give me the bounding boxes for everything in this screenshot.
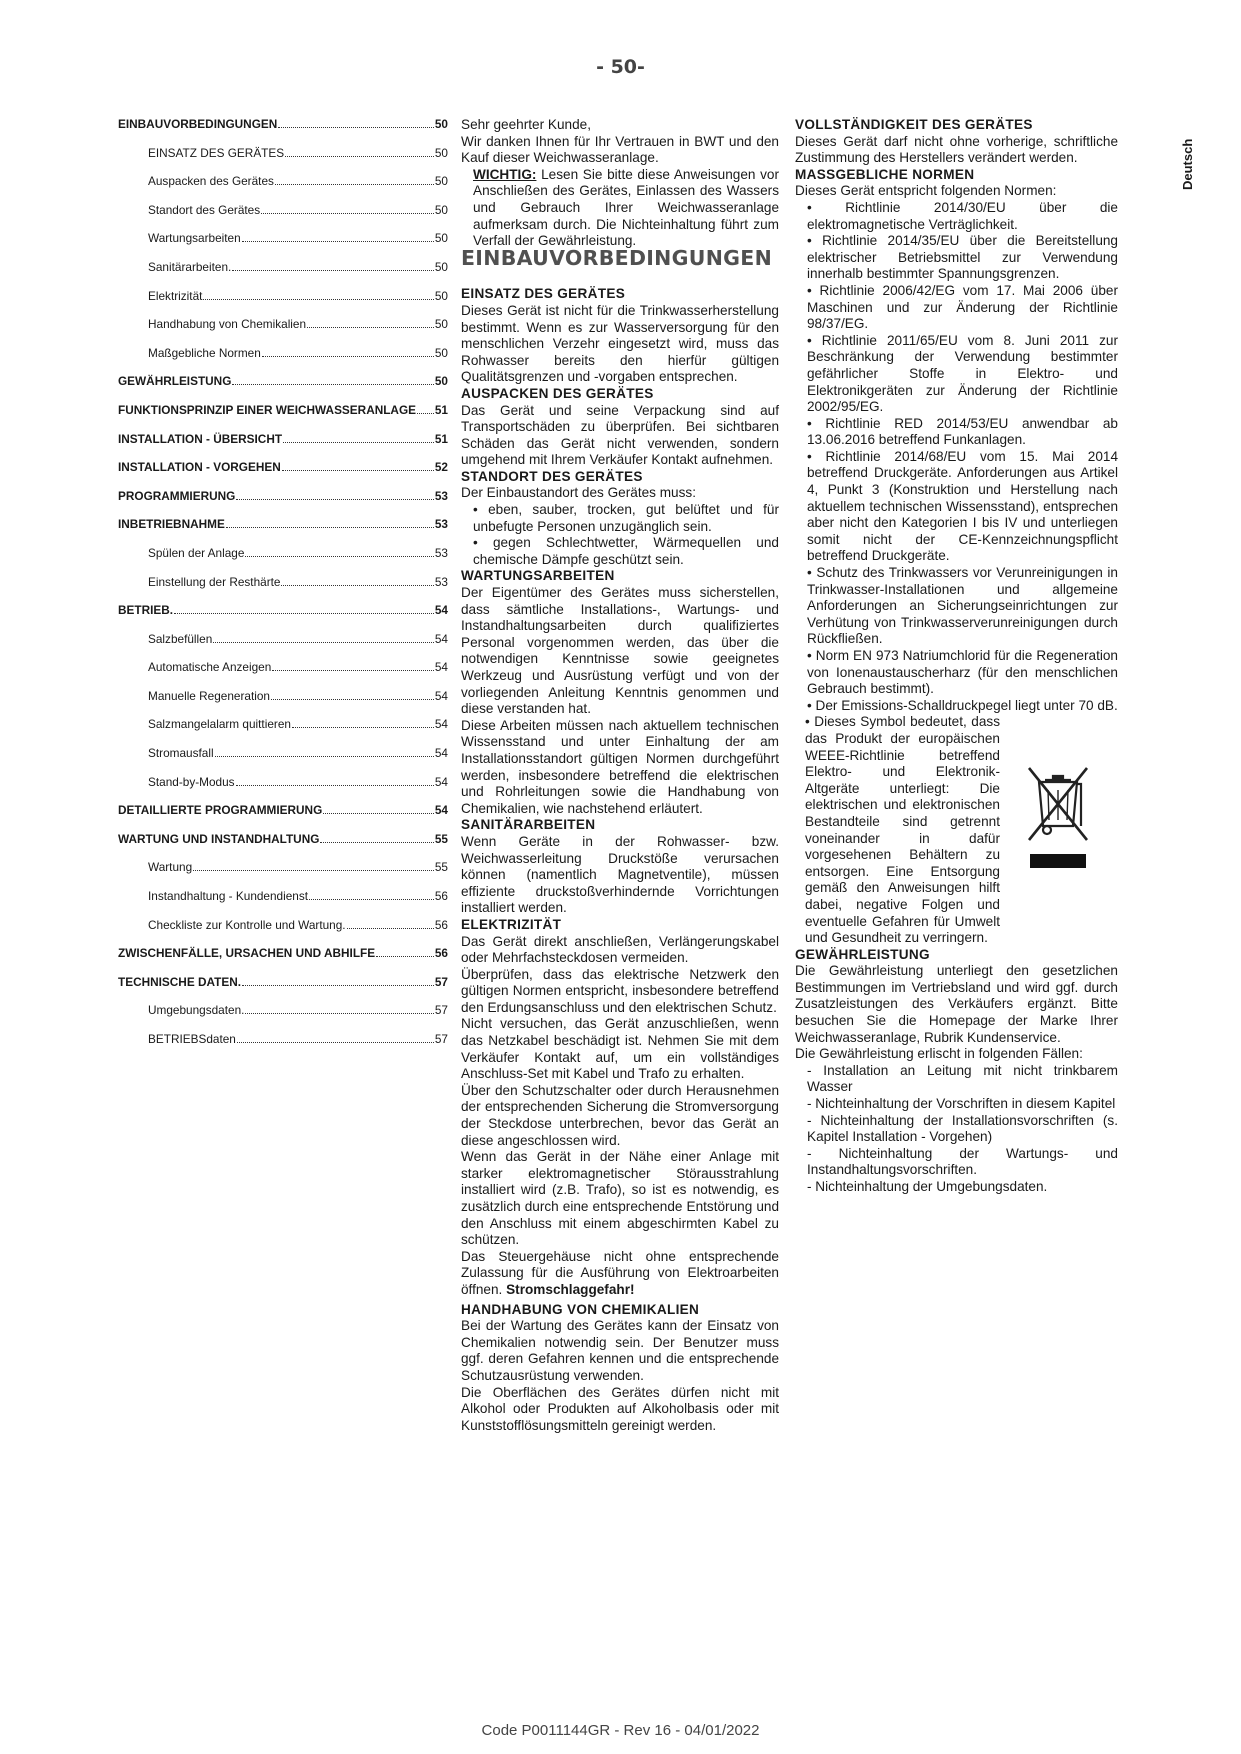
einsatz-text: Dieses Gerät ist nicht für die Trinkwasserherstellung bestimmt. Wenn es zur Wasserversorgung für den menschlichen Verzehr eingesetzt wird, muss das Rohwasser bereits den hierfür gültigen Qualitätsgrenzen und -vorgaben entsprechen.: [461, 302, 779, 385]
norm-item: • Richtlinie 2014/30/EU über die elektromagnetische Verträglichkeit.: [807, 199, 1118, 232]
toc-entry-title: EINSATZ DES GERÄTES: [148, 145, 285, 160]
toc-entry-title: INBETRIEBNAHME: [118, 517, 225, 532]
toc-dot-leader: [271, 699, 434, 700]
vollstaendigkeit-text: Dieses Gerät darf nicht ohne vorherige, schriftliche Zustimmung des Herstellers verändert werden.: [795, 133, 1118, 166]
toc-entry-page: 54: [434, 803, 448, 818]
toc-entry-title: Stand-by-Modus: [148, 774, 235, 789]
toc-entry[interactable]: [118, 317, 448, 346]
toc-entry-page: 53: [434, 574, 448, 589]
toc-entry[interactable]: [118, 289, 448, 318]
standort-heading: STANDORT DES GERÄTES: [461, 468, 643, 484]
wartung-text: Der Eigentümer des Gerätes muss sicherstellen, dass sämtliche Installations-, Wartungs- und Instandhaltungsarbeiten durch qualifiziertes Personal vorgenommen werden, das über die notwendigen Kenntnisse sowie geeignetes Werkzeug und Ausrüstung verfügt und von der vorliegenden Anleitung Kenntnis genommen und diese verstanden hat.: [461, 585, 779, 717]
language-tab: [1178, 120, 1200, 200]
toc-entry[interactable]: [118, 1032, 448, 1061]
toc-entry[interactable]: [118, 346, 448, 375]
norm-item: • Richtlinie 2006/42/EG vom 17. Mai 2006 über Maschinen und zur Änderung der Richtlinie 98/37/EG.: [807, 282, 1118, 332]
toc-entry-page: 50: [434, 202, 448, 217]
toc-entry-page: 57: [434, 1003, 448, 1018]
language-label: Deutsch: [1180, 138, 1195, 190]
toc-entry-title: Salzbefüllen: [148, 631, 213, 646]
toc-entry[interactable]: [118, 432, 448, 461]
column-middle: [461, 117, 779, 1434]
toc-entry-title: Salzmangelalarm quittieren: [148, 717, 291, 732]
toc-entry-page: 50: [434, 345, 448, 360]
toc-entry-page: 54: [434, 603, 448, 618]
toc-entry[interactable]: [118, 146, 448, 175]
toc-dot-leader: [193, 870, 434, 871]
important-label: WICHTIG:: [473, 166, 537, 182]
toc-entry-page: 50: [434, 231, 448, 246]
toc-entry[interactable]: [118, 918, 448, 947]
toc-entry-page: 54: [434, 631, 448, 646]
toc-entry-page: 56: [434, 917, 448, 932]
toc-dot-leader: [309, 899, 434, 900]
toc-dot-leader: [236, 785, 434, 786]
standort-bullet: • eben, sauber, trocken, gut belüftet und für unbefugte Personen unzugänglich sein.: [473, 502, 779, 534]
toc-entry-page: 54: [434, 688, 448, 703]
gewaehrleistung-text: Die Gewährleistung unterliegt den gesetzlichen Bestimmungen im Vertriebsland und wird ggf. durch Zusatzleistungen des Verkäufers ergänzt. Bitte besuchen Sie die Homepage der Marke Ihrer Weichwasseranlage, Rubrik Kundenservice.: [795, 963, 1118, 1045]
toc-entry-title: INSTALLATION - ÜBERSICHT: [118, 431, 283, 446]
toc-entry[interactable]: [118, 403, 448, 432]
toc-dot-leader: [242, 241, 434, 242]
toc-entry-page: 56: [434, 946, 448, 961]
wartung-text: Diese Arbeiten müssen nach aktuellem technischen Wissensstand und unter Einhaltung der am Installationsstandort gültigen Normen durchgeführt werden, insbesondere betreffend die elektrischen und Rohrleitungen sowie die Handhabung von Chemikalien, wie nachstehend erläutert.: [461, 717, 779, 816]
toc-entry-title: BETRIEB.: [118, 603, 174, 618]
toc-dot-leader: [292, 727, 434, 728]
auspacken-text: Das Gerät und seine Verpackung sind auf Transportschäden zu überprüfen. Bei sichtbaren Schäden das Gerät nicht verwenden, sondern umgehend mit Ihrem Verkäufer Kontakt aufnehmen.: [461, 402, 779, 468]
toc-entry-title: WARTUNG UND INSTANDHALTUNG: [118, 831, 320, 846]
toc-dot-leader: [213, 642, 434, 643]
important-text: Lesen Sie bitte diese Anweisungen vor Anschließen des Gerätes, Einlassen des Wassers und Gebrauch Ihrer Weichwasseranlage aufmerksam durch. Die Nichteinhaltung führt zum Verfall der Gewährleistung.: [473, 166, 779, 249]
gewaehrleistung-item: - Nichteinhaltung der Umgebungsdaten.: [807, 1179, 1048, 1194]
weee-notice: [795, 714, 1118, 946]
norm-item: • Schutz des Trinkwassers vor Verunreinigungen in Trinkwasser-Installationen und allgemeine Anforderungen an Sicherungseinrichtungen zur Verhütung von Trinkwasserverunreinigungen durch Rückfließen.: [807, 565, 1118, 647]
auspacken-heading: AUSPACKEN DES GERÄTES: [461, 385, 654, 401]
toc-entry-page: 52: [434, 460, 448, 475]
toc-entry-title: Umgebungsdaten.: [148, 1003, 245, 1018]
toc-entry-title: Spülen der Anlage: [148, 545, 245, 560]
vollstaendigkeit-heading: VOLLSTÄNDIGKEIT DES GERÄTES: [795, 117, 1033, 132]
gewaehrleistung-item: - Installation an Leitung mit nicht trinkbarem Wasser: [807, 1062, 1118, 1095]
toc-dot-leader: [242, 985, 434, 986]
toc-dot-leader: [261, 213, 434, 214]
toc-entry[interactable]: [118, 717, 448, 746]
chemikalien-heading: HANDHABUNG VON CHEMIKALIEN: [461, 1301, 700, 1317]
toc-entry-title: Maßgebliche Normen: [148, 345, 261, 360]
gewaehrleistung-text: Die Gewährleistung erlischt in folgenden Fällen:: [795, 1046, 1083, 1062]
toc-entry-title: EINBAUVORBEDINGUNGEN: [118, 117, 278, 131]
thanks-text: Wir danken Ihnen für Ihr Vertrauen in BWT und den Kauf dieser Weichwasseranlage.: [461, 133, 779, 166]
toc-entry-page: 54: [434, 717, 448, 732]
elektrizitaet-warning-text: Das Steuergehäuse nicht ohne entsprechende Zulassung für die Ausführung von Elektroarbeiten öffnen.: [461, 1248, 779, 1297]
toc-entry-title: Checkliste zur Kontrolle und Wartung.: [148, 917, 346, 932]
toc-dot-leader: [226, 527, 434, 528]
chemikalien-text: Die Oberflächen des Gerätes dürfen nicht mit Alkohol oder Produkten auf Alkoholbasis oder mit Kunststofflösungsmitteln gereinigt werden.: [461, 1384, 779, 1433]
toc-dot-leader: [283, 442, 434, 443]
table-of-contents: [118, 117, 448, 1061]
toc-entry[interactable]: [118, 546, 448, 575]
toc-entry-title: Auspacken des Gerätes: [148, 174, 274, 189]
toc-entry-title: Wartungsarbeiten: [148, 231, 241, 246]
toc-entry-page: 55: [434, 860, 448, 875]
toc-dot-leader: [174, 613, 434, 614]
toc-entry[interactable]: [118, 517, 448, 546]
norm-item: • Richtlinie 2014/68/EU vom 15. Mai 2014 betreffend Druckgeräte. Anforderungen aus Artikel 4, Punkt 3 (Konstruktion und Herstellung nach aktuellem technischen Wissensstand), entsprechen aber nicht den Kategorien I bis IV und unterliegen somit nicht der CE-Kennzeichnungspflicht betreffend Druckgeräte.: [807, 448, 1118, 564]
toc-entry[interactable]: [118, 174, 448, 203]
standort-text: Der Einbaustandort des Gerätes muss:: [461, 485, 696, 501]
toc-entry-page: 56: [434, 889, 448, 904]
crossed-out-wheelie-bin-icon: [1023, 762, 1093, 872]
elektrizitaet-text: Überprüfen, dass das elektrische Netzwerk den gültigen Normen entspricht, insbesondere betreffend den Erdungsanschluss und den elektrischen Schutz.: [461, 966, 779, 1015]
toc-dot-leader: [262, 356, 434, 357]
toc-entry-title: Handhabung von Chemikalien: [148, 317, 307, 332]
gewaehrleistung-item: - Nichteinhaltung der Vorschriften in diesem Kapitel: [807, 1096, 1116, 1112]
einsatz-heading: EINSATZ DES GERÄTES: [461, 286, 626, 302]
toc-dot-leader: [376, 956, 434, 957]
toc-entry-title: Instandhaltung - Kundendienst: [148, 889, 309, 904]
toc-entry[interactable]: [118, 203, 448, 232]
norm-item: • Richtlinie RED 2014/53/EU anwendbar ab 13.06.2016 betreffend Funkanlagen.: [807, 415, 1118, 448]
toc-entry-page: 53: [434, 517, 448, 532]
toc-entry-page: 50: [434, 117, 448, 131]
normen-heading: MASSGEBLICHE NORMEN: [795, 166, 975, 182]
toc-entry[interactable]: [118, 575, 448, 604]
toc-entry[interactable]: [118, 489, 448, 518]
elektrizitaet-text: [461, 1249, 779, 1299]
toc-dot-leader: [323, 813, 434, 814]
toc-entry-page: 57: [434, 1032, 448, 1046]
elektrizitaet-text: Nicht versuchen, das Gerät anzuschließen, wenn das Netzkabel beschädigt ist. Nehmen Sie mit dem Verkäufer Kontakt auf, um ein vollständiges Anschluss-Set mit Kabel und Trafo zu erhalten.: [461, 1016, 779, 1082]
normen-text: Dieses Gerät entspricht folgenden Normen:: [795, 183, 1057, 199]
toc-entry-title: GEWÄHRLEISTUNG: [118, 374, 232, 389]
toc-entry-title: DETAILLIERTE PROGRAMMIERUNG: [118, 803, 323, 818]
gewaehrleistung-heading: GEWÄHRLEISTUNG: [795, 946, 930, 962]
toc-entry-title: TECHNISCHE DATEN.: [118, 974, 241, 989]
toc-dot-leader: [232, 384, 433, 385]
toc-entry-page: 54: [434, 660, 448, 675]
greeting: Sehr geehrter Kunde,: [461, 117, 591, 132]
toc-entry-title: BETRIEBSdaten: [148, 1032, 236, 1046]
toc-dot-leader: [320, 842, 433, 843]
chemikalien-text: Bei der Wartung des Gerätes kann der Einsatz von Chemikalien notwendig sein. Der Benutzer muss ggf. deren Gefahren kennen und die entsprechende Schutzausrüstung verwenden.: [461, 1318, 779, 1383]
toc-entry[interactable]: [118, 946, 448, 975]
gewaehrleistung-item: - Nichteinhaltung der Wartungs- und Instandhaltungsvorschriften.: [807, 1145, 1118, 1178]
toc-dot-leader: [237, 1042, 434, 1043]
column-right: [795, 117, 1118, 1196]
toc-entry-page: 51: [434, 431, 448, 446]
toc-entry-title: ZWISCHENFÄLLE, URSACHEN UND ABHILFE: [118, 946, 376, 961]
toc-entry-title: Einstellung der Resthärte: [148, 574, 281, 589]
toc-entry-title: INSTALLATION - VORGEHEN: [118, 460, 281, 475]
toc-entry-page: 50: [434, 374, 448, 389]
toc-entry[interactable]: [118, 374, 448, 403]
toc-entry[interactable]: [118, 975, 448, 1004]
toc-entry[interactable]: [118, 260, 448, 289]
norm-item: • Richtlinie 2011/65/EU vom 8. Juni 2011 zur Beschränkung der Verwendung bestimmter gefährlicher Stoffe in Elektro- und Elektronikgeräten zur Änderung der Richtlinie 2002/95/EG.: [807, 332, 1118, 415]
footer-code: Code P0011144GR - Rev 16 - 04/01/2022: [481, 1722, 760, 1739]
stromschlag-warning: Stromschlaggefahr!: [506, 1281, 635, 1297]
toc-entry-title: FUNKTIONSPRINZIP EINER WEICHWASSERANLAGE: [118, 402, 416, 417]
toc-dot-leader: [272, 670, 434, 671]
toc-entry[interactable]: [118, 231, 448, 260]
elektrizitaet-text: Wenn das Gerät in der Nähe einer Anlage mit starker elektromagnetischer Störausstrahlung installiert wird (z.B. Trafo), so ist es notwendig, es zusätzlich durch eine entsprechende Entstörung und den Anschluss mit einem abgeschirmten Kabel zu schützen.: [461, 1149, 779, 1248]
toc-dot-leader: [285, 156, 434, 157]
elektrizitaet-heading: ELEKTRIZITÄT: [461, 916, 562, 932]
toc-dot-leader: [417, 413, 434, 414]
weee-text: • Dieses Symbol bedeutet, dass das Produkt der europäischen WEEE-Richtlinie betreffend Elektro- und Elektronik-Altgeräte unterliegt: Die elektrischen und elektronischen Bestandteile sind getrennt voneinander in dafür vorgesehenen Behältern zu entsorgen. Eine Entsorgung gemäß den Anweisungen hilft dabei, negative Folgen und eventuelle Gefahren für Umwelt und Gesundheit zu verringern.: [805, 714, 1000, 946]
toc-entry[interactable]: [118, 889, 448, 918]
toc-entry-title: Elektrizität: [148, 288, 203, 303]
norm-item: • Richtlinie 2014/35/EU über die Bereitstellung elektrischer Betriebsmittel zur Verwendung innerhalb bestimmter Spannungsgrenzen.: [807, 233, 1118, 282]
toc-entry[interactable]: [118, 660, 448, 689]
toc-entry-page: 50: [434, 317, 448, 332]
toc-dot-leader: [282, 470, 434, 471]
toc-entry-page: 50: [434, 145, 448, 160]
norm-item: • Der Emissions-Schalldruckpegel liegt unter 70 dB.: [807, 697, 1118, 713]
elektrizitaet-text: Das Gerät direkt anschließen, Verlängerungskabel oder Mehrfachsteckdosen vermeiden.: [461, 933, 779, 966]
toc-entry-title: Manuelle Regeneration: [148, 688, 270, 703]
important-note: [461, 167, 779, 250]
toc-entry[interactable]: [118, 632, 448, 661]
toc-entry-page: 51: [434, 402, 448, 417]
wartung-heading: WARTUNGSARBEITEN: [461, 568, 615, 584]
toc-dot-leader: [347, 928, 434, 929]
sanitaer-text: Wenn Geräte in der Rohwasser- bzw. Weichwasserleitung Druckstöße verursachen können (namentlich Magnetventile), müssen effiziente druckstoßverhindernde Vorrichtungen installiert werden.: [461, 833, 779, 916]
toc-entry-title: Sanitärarbeiten.: [148, 259, 232, 274]
toc-entry-title: Wartung: [148, 860, 193, 875]
toc-entry[interactable]: [118, 803, 448, 832]
toc-entry-title: PROGRAMMIERUNG: [118, 488, 236, 503]
toc-dot-leader: [232, 270, 434, 271]
toc-entry-title: Stromausfall: [148, 746, 214, 761]
toc-entry-title: Standort des Gerätes: [148, 202, 261, 217]
toc-entry[interactable]: [118, 460, 448, 489]
toc-dot-leader: [236, 499, 434, 500]
toc-entry[interactable]: [118, 775, 448, 804]
toc-dot-leader: [245, 556, 433, 557]
toc-entry-page: 53: [434, 545, 448, 560]
section-title: EINBAUVORBEDINGUNGEN: [461, 245, 773, 270]
toc-entry[interactable]: [118, 603, 448, 632]
toc-entry-page: 55: [434, 831, 448, 846]
toc-entry[interactable]: [118, 689, 448, 718]
norm-item: • Norm EN 973 Natriumchlorid für die Regeneration von Ionenaustauscherharz (für den menschlichen Gebrauch bestimmt).: [807, 648, 1118, 697]
toc-entry[interactable]: [118, 860, 448, 889]
page-number: - 50-: [596, 56, 645, 78]
toc-entry-page: 57: [434, 974, 448, 989]
gewaehrleistung-item: - Nichteinhaltung der Installationsvorschriften (s. Kapitel Installation - Vorgehen): [807, 1112, 1118, 1145]
toc-dot-leader: [278, 127, 434, 128]
toc-entry[interactable]: [118, 832, 448, 861]
toc-entry-page: 54: [434, 746, 448, 761]
toc-entry[interactable]: [118, 117, 448, 146]
standort-bullet: • gegen Schlechtwetter, Wärmequellen und chemische Dämpfe geschützt sein.: [473, 535, 779, 567]
toc-entry-page: 50: [434, 259, 448, 274]
toc-dot-leader: [275, 184, 434, 185]
toc-dot-leader: [245, 1013, 433, 1014]
toc-dot-leader: [203, 299, 433, 300]
toc-dot-leader: [215, 756, 434, 757]
toc-entry-page: 50: [434, 174, 448, 189]
sanitaer-heading: SANITÄRARBEITEN: [461, 817, 596, 833]
toc-entry-page: 54: [434, 774, 448, 789]
toc-dot-leader: [307, 327, 434, 328]
toc-entry[interactable]: [118, 746, 448, 775]
elektrizitaet-text: Über den Schutzschalter oder durch Herausnehmen der entsprechenden Sicherung die Stromversorgung der Steckdose unterbrechen, bevor das Gerät an diese angeschlossen wird.: [461, 1082, 779, 1148]
toc-entry-title: Automatische Anzeigen: [148, 660, 272, 675]
toc-dot-leader: [281, 585, 433, 586]
toc-entry-page: 50: [434, 288, 448, 303]
toc-entry[interactable]: [118, 1003, 448, 1032]
toc-entry-page: 53: [434, 488, 448, 503]
